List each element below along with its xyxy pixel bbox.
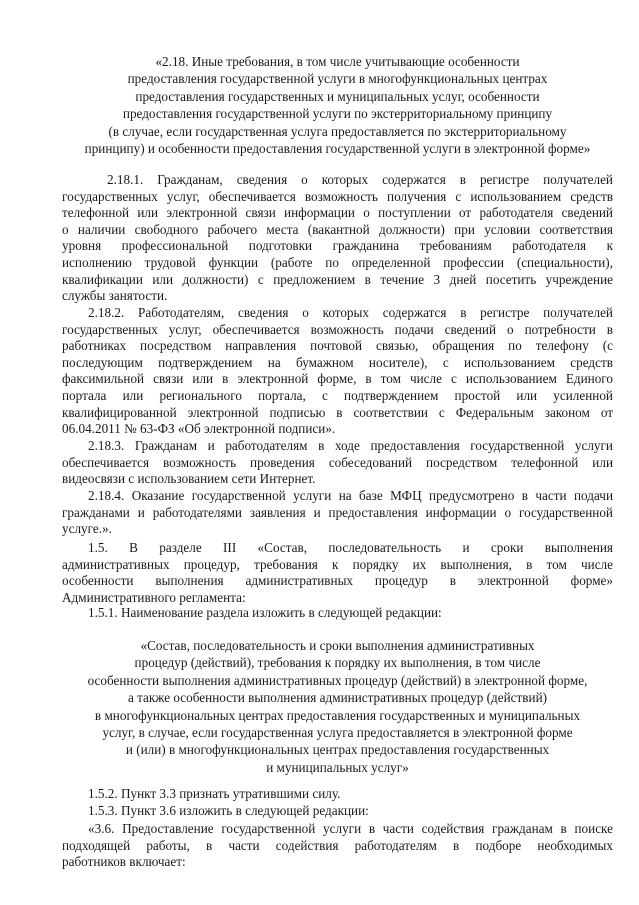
paragraph-3-6 <box>62 821 613 871</box>
text-line: портала или регионального портала, с подтверждением простой или усиленной <box>62 387 613 403</box>
heading-line: «2.18. Иные требования, в том числе учитывающие особенности <box>155 54 520 69</box>
heading-line: предоставления государственных и муниципальных услуг, особенности <box>135 88 540 104</box>
heading-line: предоставления государственной услуги в многофункциональных центрах <box>127 71 548 87</box>
paragraph-1-5-2 <box>62 786 613 803</box>
paragraph-1-5-1 <box>62 605 613 622</box>
quote-line: процедур (действий), требования к порядку их выполнения, в том числе <box>134 655 541 671</box>
heading-line: принципу) и особенности предоставления государственной услуги в электронной форме» <box>84 141 591 157</box>
paragraph-2-18-4 <box>62 488 613 538</box>
text-line: 2.18.4. Оказание государственной услуги на базе МФЦ предусмотрено в части подачи <box>88 488 613 503</box>
text-line: последующим подтверждением на бумажном носителе), с использованием средств <box>62 354 613 370</box>
text-line: «3.6. Предоставление государственной услуги в части содействия гражданам в поиске <box>88 821 613 836</box>
text-line: 2.18.2. Работодателям, сведения о которых содержатся в регистре получателей <box>88 305 613 320</box>
text-line: работников включает: <box>62 854 186 870</box>
text-line: видеосвязи с использованием сети Интернет. <box>62 471 316 487</box>
text-line: факсимильной связи или в электронной форме, в том числе с использованием Единого <box>62 371 613 387</box>
text-line: услуге.». <box>62 521 112 537</box>
text-line: обеспечивается возможность проведения собеседований посредством телефонной или <box>62 454 613 470</box>
paragraph-2-18-1 <box>62 172 613 305</box>
text-line: подходящей работы, в части содействия работодателям в подборе необходимых <box>62 837 613 853</box>
text-line: 06.04.2011 № 63-ФЗ «Об электронной подписи». <box>62 421 336 437</box>
text-line: Административного регламента: <box>62 589 246 605</box>
quote-line: услуг, в случае, если государственная услуга предоставляется в электронной форме <box>102 725 573 741</box>
heading-line: предоставления государственной услуги по экстерриториальному принципу <box>122 106 553 122</box>
quote-line: и муниципальных услуг» <box>266 759 409 775</box>
text-line: квалифицированной электронной подписью в соответствии с Федеральным законом от <box>62 404 613 420</box>
heading-line: (в случае, если государственная услуга предоставляется по экстерриториальному <box>108 123 567 139</box>
paragraph-2-18-3 <box>62 438 613 488</box>
text-line: о наличии свободного рабочего места (вакантной должности) при условии соответствия <box>62 221 613 237</box>
text-line: 1.5.2. Пункт 3.3 признать утратившими силу. <box>88 786 341 801</box>
text-line: квалификации или должности) с предложением в течение 3 дней посетить учреждение <box>62 271 613 287</box>
text-line: 2.18.1. Гражданам, сведения о которых содержатся в регистре получателей <box>107 172 613 187</box>
quote-line: в многофункциональных центрах предоставления государственных и муниципальных <box>94 707 581 723</box>
text-line: гражданами и работодателями заявления и предоставления информации о государственной <box>62 504 613 520</box>
text-line: 2.18.3. Гражданам и работодателям в ходе предоставления государственной услуги <box>88 438 613 453</box>
text-line: государственных услуг, обеспечивается возможность получения с использованием средств <box>62 188 613 204</box>
paragraph-2-18-2 <box>62 305 613 438</box>
quote-line: и (или) в многофункциональных центрах предоставления государственных <box>125 742 550 758</box>
paragraph-1-5-3 <box>62 803 613 820</box>
text-line: 1.5.1. Наименование раздела изложить в следующей редакции: <box>88 605 442 620</box>
paragraph-1-5 <box>62 540 613 606</box>
text-line: 1.5.3. Пункт 3.6 изложить в следующей редакции: <box>88 803 369 818</box>
text-line: государственных услуг, обеспечивается возможность подачи сведений о потребности в <box>62 321 613 337</box>
quote-line: а также особенности выполнения административных процедур (действий) <box>127 690 548 706</box>
text-line: исполнению трудовой функции (работе по определенной профессии (специальности), <box>62 254 613 270</box>
section-3-title-quote <box>62 637 613 776</box>
text-line: уровня профессиональной подготовки гражданина требованиям работодателя к <box>62 238 613 254</box>
section-2-18-heading <box>62 53 613 157</box>
text-line: особенности выполнения административных процедур в электронной форме» <box>62 573 613 589</box>
quote-line: особенности выполнения административных процедур (действий) в электронной форме, <box>87 672 588 688</box>
quote-line: «Состав, последовательность и сроки выполнения административных <box>140 638 535 653</box>
text-line: службы занятости. <box>62 288 168 304</box>
text-line: 1.5. В разделе III «Состав, последовательность и сроки выполнения <box>88 540 613 555</box>
text-line: административных процедур, требования к порядку их выполнения, в том числе <box>62 556 613 572</box>
text-line: работниках посредством направления почтовой связью, обращения по телефону (с <box>62 338 613 354</box>
text-line: телефонной или электронной связи информации о поступлении от работодателя сведений <box>62 205 613 221</box>
